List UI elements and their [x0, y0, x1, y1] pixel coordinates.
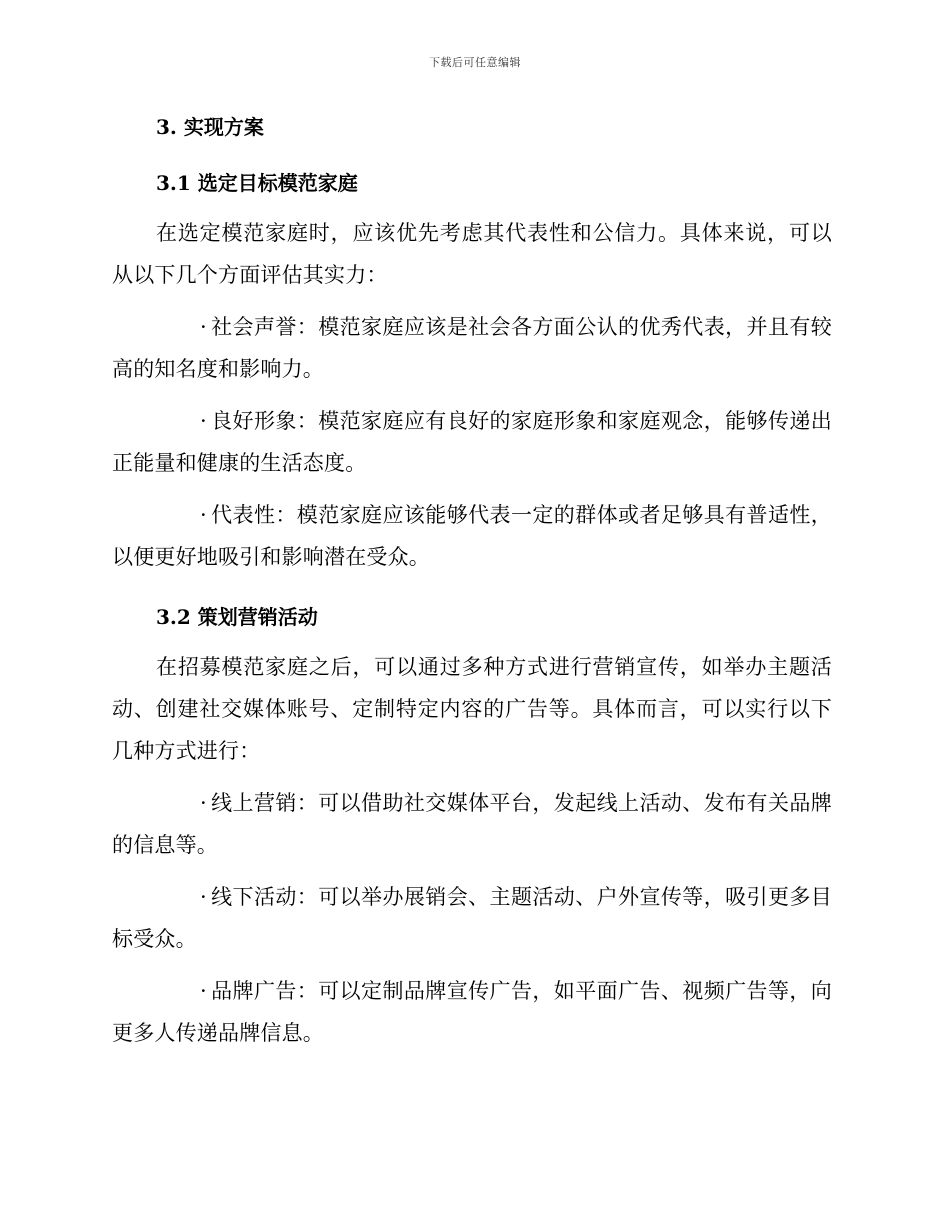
section-3-1-intro: 在选定模范家庭时，应该优先考虑其代表性和公信力。具体来说，可以从以下几个方面评估其实力：: [112, 221, 832, 287]
section-3-2-intro: 在招募模范家庭之后，可以通过多种方式进行营销宣传，如举办主题活动、创建社交媒体账号、定制特定内容的广告等。具体而言，可以实行以下几种方式进行：: [112, 655, 832, 763]
header-note: 下载后可任意编辑: [429, 56, 521, 69]
bullet-text: 线下活动：可以举办展销会、主题活动、户外宣传等，吸引更多目标受众。: [112, 885, 832, 951]
bullet-dot: ·: [200, 791, 207, 815]
section-3-2-bullet-1: [112, 782, 832, 866]
section-3-1-bullet-2: [112, 400, 832, 484]
bullet-dot: ·: [200, 979, 207, 1003]
bullet-text: 良好形象：模范家庭应有良好的家庭形象和家庭观念，能够传递出正能量和健康的生活态度。: [112, 409, 832, 475]
bullet-text: 品牌广告：可以定制品牌宣传广告，如平面广告、视频广告等，向更多人传递品牌信息。: [112, 979, 832, 1045]
section-3-1-bullet-3: [112, 494, 832, 578]
section-3-2-bullet-3: [112, 970, 832, 1054]
bullet-text: 社会声誉：模范家庭应该是社会各方面公认的优秀代表，并且有较高的知名度和影响力。: [112, 315, 832, 381]
bullet-dot: ·: [200, 315, 207, 339]
section-3-1-bullet-1: [112, 306, 832, 390]
section-3-2-bullet-2: [112, 876, 832, 960]
section-3-title: 3. 实现方案: [156, 115, 264, 139]
document-body: [112, 110, 832, 1054]
section-3-1-title: 3.1 选定目标模范家庭: [156, 171, 358, 195]
section-3-2-title: 3.2 策划营销活动: [156, 605, 318, 629]
bullet-dot: ·: [200, 503, 207, 527]
bullet-dot: ·: [200, 409, 207, 433]
bullet-dot: ·: [200, 885, 207, 909]
bullet-text: 代表性：模范家庭应该能够代表一定的群体或者足够具有普适性，以便更好地吸引和影响潜在受众。: [112, 503, 832, 569]
bullet-text: 线上营销：可以借助社交媒体平台，发起线上活动、发布有关品牌的信息等。: [112, 791, 832, 857]
